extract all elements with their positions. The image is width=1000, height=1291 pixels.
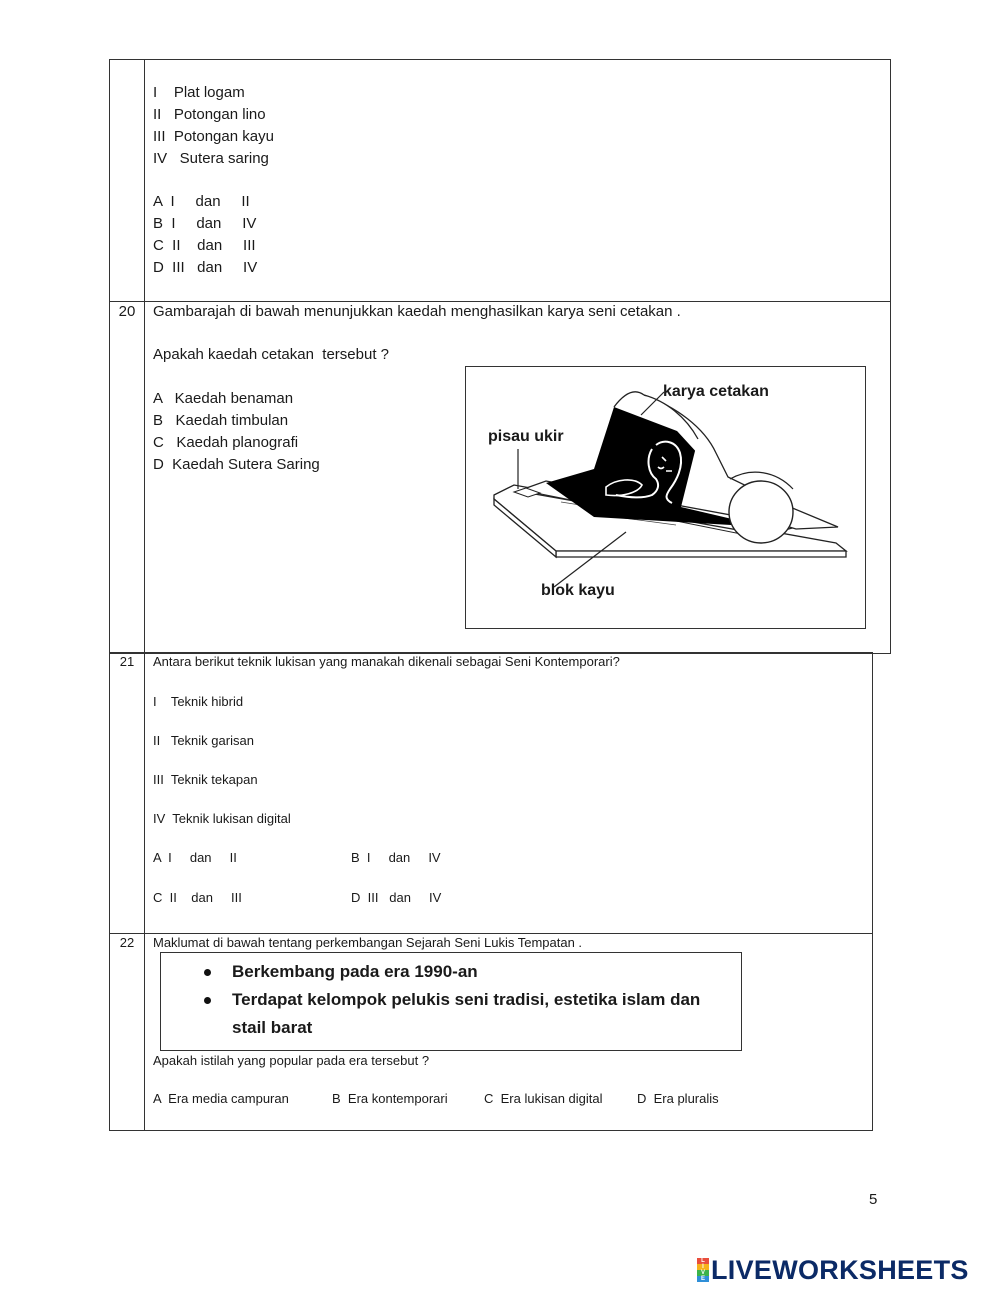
- answer-option[interactable]: C Era lukisan digital: [484, 1091, 603, 1106]
- question-number: 22: [119, 935, 135, 950]
- printing-figure: [465, 366, 866, 629]
- list-item: II Potongan lino: [153, 106, 266, 123]
- roller-icon: [729, 481, 793, 543]
- list-item: III Teknik tekapan: [153, 772, 258, 787]
- question-number: 21: [119, 654, 135, 669]
- answer-option[interactable]: A I dan II: [153, 850, 237, 865]
- answer-option[interactable]: C II dan III: [153, 890, 242, 905]
- question-text: Antara berikut teknik lukisan yang manakah dikenali sebagai Seni Kontemporari?: [153, 654, 620, 669]
- list-item: I Plat logam: [153, 84, 245, 101]
- list-item: III Potongan kayu: [153, 128, 274, 145]
- list-item: IV Sutera saring: [153, 150, 269, 167]
- q20-options: [153, 388, 320, 476]
- info-bullet: Berkembang pada era 1990-an: [232, 962, 478, 981]
- answer-option[interactable]: C Kaedah planografi: [153, 434, 299, 451]
- figure-label-print: karya cetakan: [663, 383, 769, 400]
- brand-logo[interactable]: [697, 1254, 969, 1286]
- figure-label-block: blok kayu: [541, 582, 615, 599]
- answer-option[interactable]: D III dan IV: [153, 259, 258, 276]
- question-prompt: Apakah kaedah cetakan tersebut ?: [153, 346, 390, 363]
- relief-print-illustration: [466, 367, 865, 628]
- answer-option[interactable]: B I dan IV: [351, 850, 441, 865]
- answer-option[interactable]: D Kaedah Sutera Saring: [153, 456, 320, 473]
- brand-icon-letter: L: [697, 1258, 709, 1264]
- answer-option[interactable]: B Era kontemporari: [332, 1091, 448, 1106]
- answer-option[interactable]: A Kaedah benaman: [153, 390, 294, 407]
- answer-option[interactable]: D III dan IV: [351, 890, 442, 905]
- page-number: 5: [869, 1191, 878, 1208]
- question-text: Maklumat di bawah tentang perkembangan Sejarah Seni Lukis Tempatan .: [153, 935, 583, 950]
- brand-icon-letter: V: [697, 1270, 709, 1276]
- question-text: Gambarajah di bawah menunjukkan kaedah menghasilkan karya seni cetakan .: [153, 303, 681, 320]
- answer-option[interactable]: A Era media campuran: [153, 1091, 289, 1106]
- answer-option[interactable]: D Era pluralis: [637, 1091, 719, 1106]
- answer-option[interactable]: A I dan II: [153, 193, 250, 210]
- info-box: [160, 952, 742, 1051]
- info-bullet-continuation: stail barat: [232, 1018, 313, 1037]
- answer-option[interactable]: B Kaedah timbulan: [153, 412, 289, 429]
- column-divider: [144, 59, 145, 653]
- bullet-icon: [204, 969, 211, 976]
- list-item: II Teknik garisan: [153, 733, 254, 748]
- info-bullet: Terdapat kelompok pelukis seni tradisi, estetika islam dan: [232, 990, 701, 1009]
- brand-icon-letter: E: [697, 1276, 709, 1282]
- brand-name: LIVEWORKSHEETS: [711, 1254, 969, 1285]
- brand-icon-letter: I: [697, 1264, 709, 1270]
- brand-icon: [697, 1258, 709, 1282]
- question-number: 20: [118, 303, 136, 320]
- q19-items: [153, 82, 274, 170]
- figure-label-knife: pisau ukir: [488, 428, 564, 445]
- bullet-icon: [204, 997, 211, 1004]
- answer-option[interactable]: B I dan IV: [153, 215, 257, 232]
- answer-option[interactable]: C II dan III: [153, 237, 256, 254]
- list-item: I Teknik hibrid: [153, 694, 244, 709]
- column-divider: [144, 652, 145, 1130]
- list-item: IV Teknik lukisan digital: [153, 811, 291, 826]
- question-prompt: Apakah istilah yang popular pada era tersebut ?: [153, 1053, 430, 1068]
- q19-options: [153, 191, 257, 279]
